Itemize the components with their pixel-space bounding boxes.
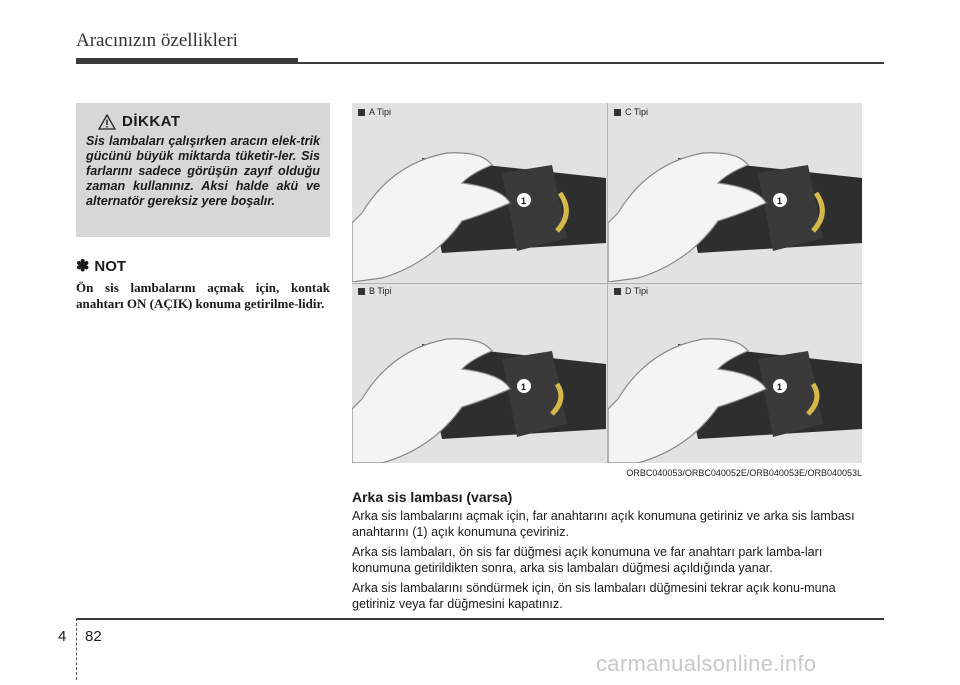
header-rule-thin [298, 62, 884, 64]
panel-label-a: A Tipi [358, 107, 391, 117]
note-text: Ön sis lambalarını açmak için, kontak anahtarı ON (AÇIK) konuma getirilme-lidir. [76, 280, 330, 311]
figure-caption: ORBC040053/ORBC040052E/ORB040053E/ORB040053L [626, 468, 862, 478]
square-bullet-icon [614, 288, 621, 295]
svg-text:1: 1 [777, 196, 783, 206]
stalk-switch-illustration-icon [608, 284, 862, 463]
figure-panel-a [352, 103, 606, 282]
panel-label-d: D Tipi [614, 286, 648, 296]
svg-text:1: 1 [521, 382, 527, 392]
square-bullet-icon [614, 109, 621, 116]
warning-text: Sis lambaları çalışırken aracın elek-trik gücünü büyük miktarda tüketir-ler. Sis farlarını sadece görüşün zayıf olduğu zaman kullanınız. Aksi halde akü ve alternatör gereksiz yere boşalır. [86, 134, 320, 208]
figure-panel-b [352, 284, 606, 463]
stalk-switch-illustration-icon [352, 284, 606, 463]
figure-panel-d [608, 284, 862, 463]
header-rule-thick [76, 58, 298, 64]
note-title: NOT [94, 257, 127, 275]
figure-panel-c [608, 103, 862, 282]
svg-text:1: 1 [521, 196, 527, 206]
section-paragraph-3: Arka sis lambalarını söndürmek için, ön sis lambaları düğmesini tekrar açık konu-muna getiriniz veya far düğmesini kapatınız. [352, 581, 836, 611]
warning-header [98, 113, 320, 130]
chapter-number: 4 [58, 628, 67, 645]
warning-triangle-icon [98, 114, 116, 130]
warning-box [76, 103, 330, 237]
section-paragraph-1: Arka sis lambalarını açmak için, far anahtarını açık konumuna getiriniz ve arka sis lambası anahtarını (1) açık konumuna çeviriniz. [352, 509, 855, 539]
page-number: 82 [85, 628, 102, 645]
stalk-switch-illustration-icon [608, 103, 862, 282]
footer-rule [76, 618, 884, 620]
panel-label-c: C Tipi [614, 107, 648, 117]
page-header-title: Aracınızın özellikleri [76, 30, 238, 51]
panel-label-b: B Tipi [358, 286, 392, 296]
watermark: carmanualsonline.info [596, 651, 817, 676]
square-bullet-icon [358, 109, 365, 116]
warning-title: DİKKAT [122, 113, 181, 130]
svg-text:1: 1 [777, 382, 783, 392]
section-title: Arka sis lambası (varsa) [352, 489, 513, 505]
note-header [76, 256, 126, 276]
stalk-switch-illustration-icon [352, 103, 606, 282]
square-bullet-icon [358, 288, 365, 295]
footer-divider [76, 618, 77, 680]
note-star-icon: ✽ [76, 258, 90, 275]
figure-divider-horizontal [352, 283, 862, 284]
section-paragraph-2: Arka sis lambaları, ön sis far düğmesi açık konumuna ve far anahtarı park lamba-ları konumuna getirildikten sonra, arka sis lambaları düğmesi açıldığında yanar. [352, 545, 823, 575]
